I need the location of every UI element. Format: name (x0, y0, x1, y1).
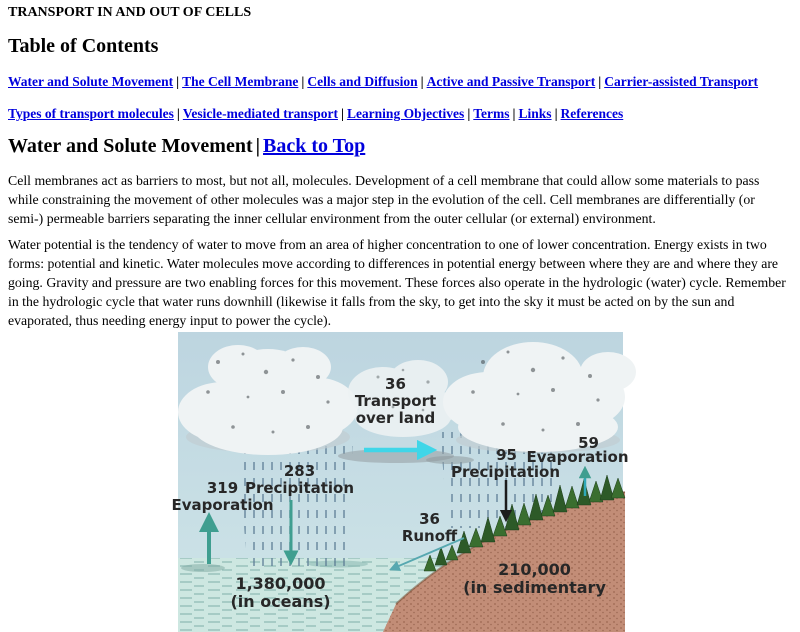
sedimentary-value: 210,000 (498, 560, 571, 579)
precipitation-right-value: 95 (496, 446, 517, 464)
toc-separator: | (340, 106, 344, 121)
lecture-page (0, 4, 800, 611)
hydrologic-cycle-figure (171, 332, 629, 611)
evaporation-left-value: 319 (206, 479, 239, 497)
evaporation-right-text: Evaporation (526, 448, 629, 466)
toc-link-the-cell-membrane[interactable]: The Cell Membrane (182, 74, 299, 89)
oceans-value: 1,380,000 (235, 574, 326, 593)
precipitation-left-value: 283 (283, 462, 316, 480)
toc-link-references[interactable]: References (560, 106, 624, 121)
heading-separator: | (255, 135, 261, 157)
section-title: Water and Solute Movement (8, 135, 253, 157)
toc-row-1 (8, 73, 792, 90)
toc-link-water-and-solute-movement[interactable]: Water and Solute Movement (8, 74, 174, 89)
evaporation-left-label (171, 480, 273, 514)
transport-line1: Transport (354, 392, 437, 410)
runoff-text: Runoff (401, 527, 458, 545)
transport-line2: over land (355, 409, 436, 427)
toc-separator: | (512, 106, 516, 121)
toc-link-terms[interactable]: Terms (473, 106, 510, 121)
runoff-value: 36 (419, 510, 440, 528)
evaporation-right-value: 59 (578, 434, 599, 452)
paragraph-cell-membranes: Cell membranes act as barriers to most, but not all, molecules. Development of a cell membrane that could allow some materials to pass while constraining the movement of other molecules was a major step in the evolution of the cell. Cell membranes are differentially (or semi-) permeable barriers separating the inner cellular environment from the outer cellular (or external) environment. (8, 173, 760, 226)
toc-link-cells-and-diffusion[interactable]: Cells and Diffusion (307, 74, 418, 89)
toc-separator: | (554, 106, 558, 121)
toc-separator: | (420, 74, 424, 89)
oceans-label (230, 575, 330, 611)
sedimentary-text: (in sedimentary (463, 578, 606, 597)
toc-separator: | (598, 74, 602, 89)
oceans-text: (in oceans) (230, 592, 331, 611)
transport-over-land-label (355, 376, 436, 427)
toc-separator: | (301, 74, 305, 89)
precipitation-left-text: Precipitation (244, 479, 355, 497)
toc-heading: Table of Contents (8, 35, 159, 57)
toc-separator: | (176, 106, 180, 121)
toc-link-vesicle-mediated-transport[interactable]: Vesicle-mediated transport (182, 106, 338, 121)
paragraph-water-potential: Water potential is the tendency of water to move from an area of higher concentration to one of lower concentration. Energy exists in two forms: potential and kinetic. Water molecules move according to differences in potential energy between where they are and where they are going. Gravity and pressure are two enabling forces for this movement. These forces also operate in the hydrologic (water) cycle. Remember in the hydrologic cycle that water runs downhill (likewise it falls from the sky, to get into the sky it must be acted on by the sun and evaporated, thus needing energy input to power the cycle). (8, 237, 786, 328)
toc-link-types-of-transport-molecules[interactable]: Types of transport molecules (8, 106, 174, 121)
page-title: TRANSPORT IN AND OUT OF CELLS (8, 5, 252, 20)
section-heading (8, 134, 792, 158)
toc-separator: | (467, 106, 471, 121)
toc-link-learning-objectives[interactable]: Learning Objectives (346, 106, 465, 121)
evaporation-left-text: Evaporation (171, 496, 274, 514)
sedimentary-label (463, 561, 606, 597)
transport-value: 36 (385, 375, 406, 393)
toc-link-carrier-assisted-transport[interactable]: Carrier-assisted Transport (604, 74, 759, 89)
toc-separator: | (176, 74, 180, 89)
back-to-top-link[interactable]: Back to Top (263, 135, 366, 157)
toc-row-2 (8, 105, 792, 122)
toc-link-active-and-passive-transport[interactable]: Active and Passive Transport (426, 74, 596, 89)
precipitation-right-text: Precipitation (450, 463, 561, 481)
runoff-label (402, 511, 457, 545)
toc-link-links[interactable]: Links (518, 106, 552, 121)
